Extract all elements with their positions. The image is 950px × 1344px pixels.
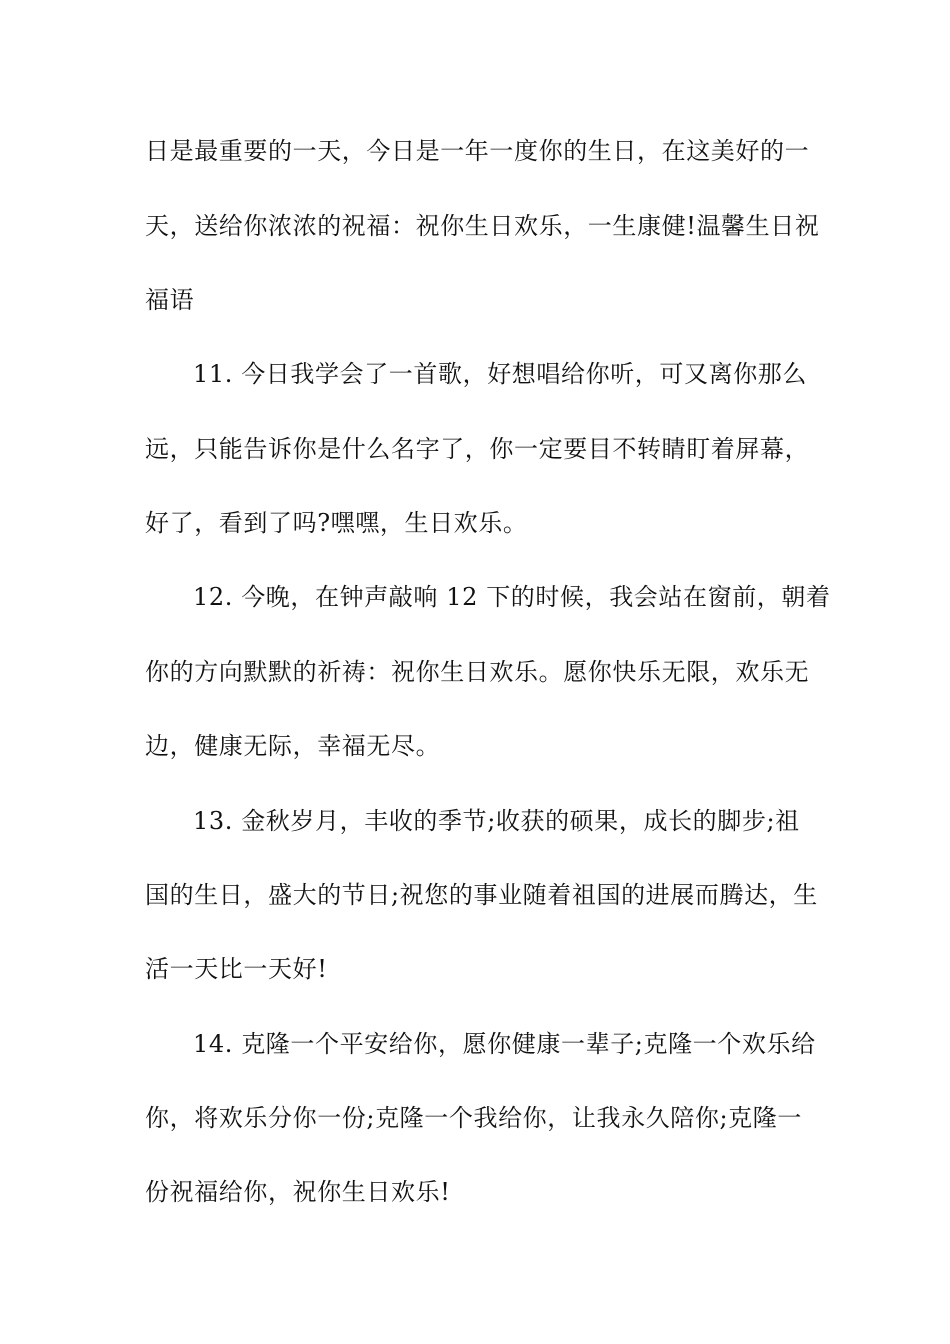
text-line: 你，将欢乐分你一份;克隆一个我给你，让我永久陪你;克隆一 xyxy=(145,1104,802,1132)
text-line: 12. 今晚，在钟声敲响 12 下的时候，我会站在窗前，朝着 xyxy=(193,583,831,611)
text-line: 福语 xyxy=(145,286,195,314)
text-line: 你的方向默默的祈祷：祝你生日欢乐。愿你快乐无限，欢乐无 xyxy=(145,658,810,686)
text-line: 活一天比一天好! xyxy=(145,955,328,983)
text-line: 远，只能告诉你是什么名字了，你一定要目不转睛盯着屏幕， xyxy=(145,435,810,463)
text-line: 好了，看到了吗?嘿嘿，生日欢乐。 xyxy=(145,509,528,537)
text-line: 份祝福给你，祝你生日欢乐! xyxy=(145,1178,451,1206)
text-line: 日是最重要的一天，今日是一年一度你的生日，在这美好的一 xyxy=(145,137,810,165)
text-line: 14. 克隆一个平安给你，愿你健康一辈子;克隆一个欢乐给 xyxy=(193,1030,816,1058)
text-line: 边，健康无际，幸福无尽。 xyxy=(145,732,441,760)
text-line: 天，送给你浓浓的祝福：祝你生日欢乐，一生康健!温馨生日祝 xyxy=(145,212,820,240)
text-line: 11. 今日我学会了一首歌，好想唱给你听，可又离你那么 xyxy=(193,360,807,388)
text-line: 13. 金秋岁月，丰收的季节;收获的硕果，成长的脚步;祖 xyxy=(193,807,800,835)
text-line: 国的生日，盛大的节日;祝您的事业随着祖国的进展而腾达，生 xyxy=(145,881,818,909)
